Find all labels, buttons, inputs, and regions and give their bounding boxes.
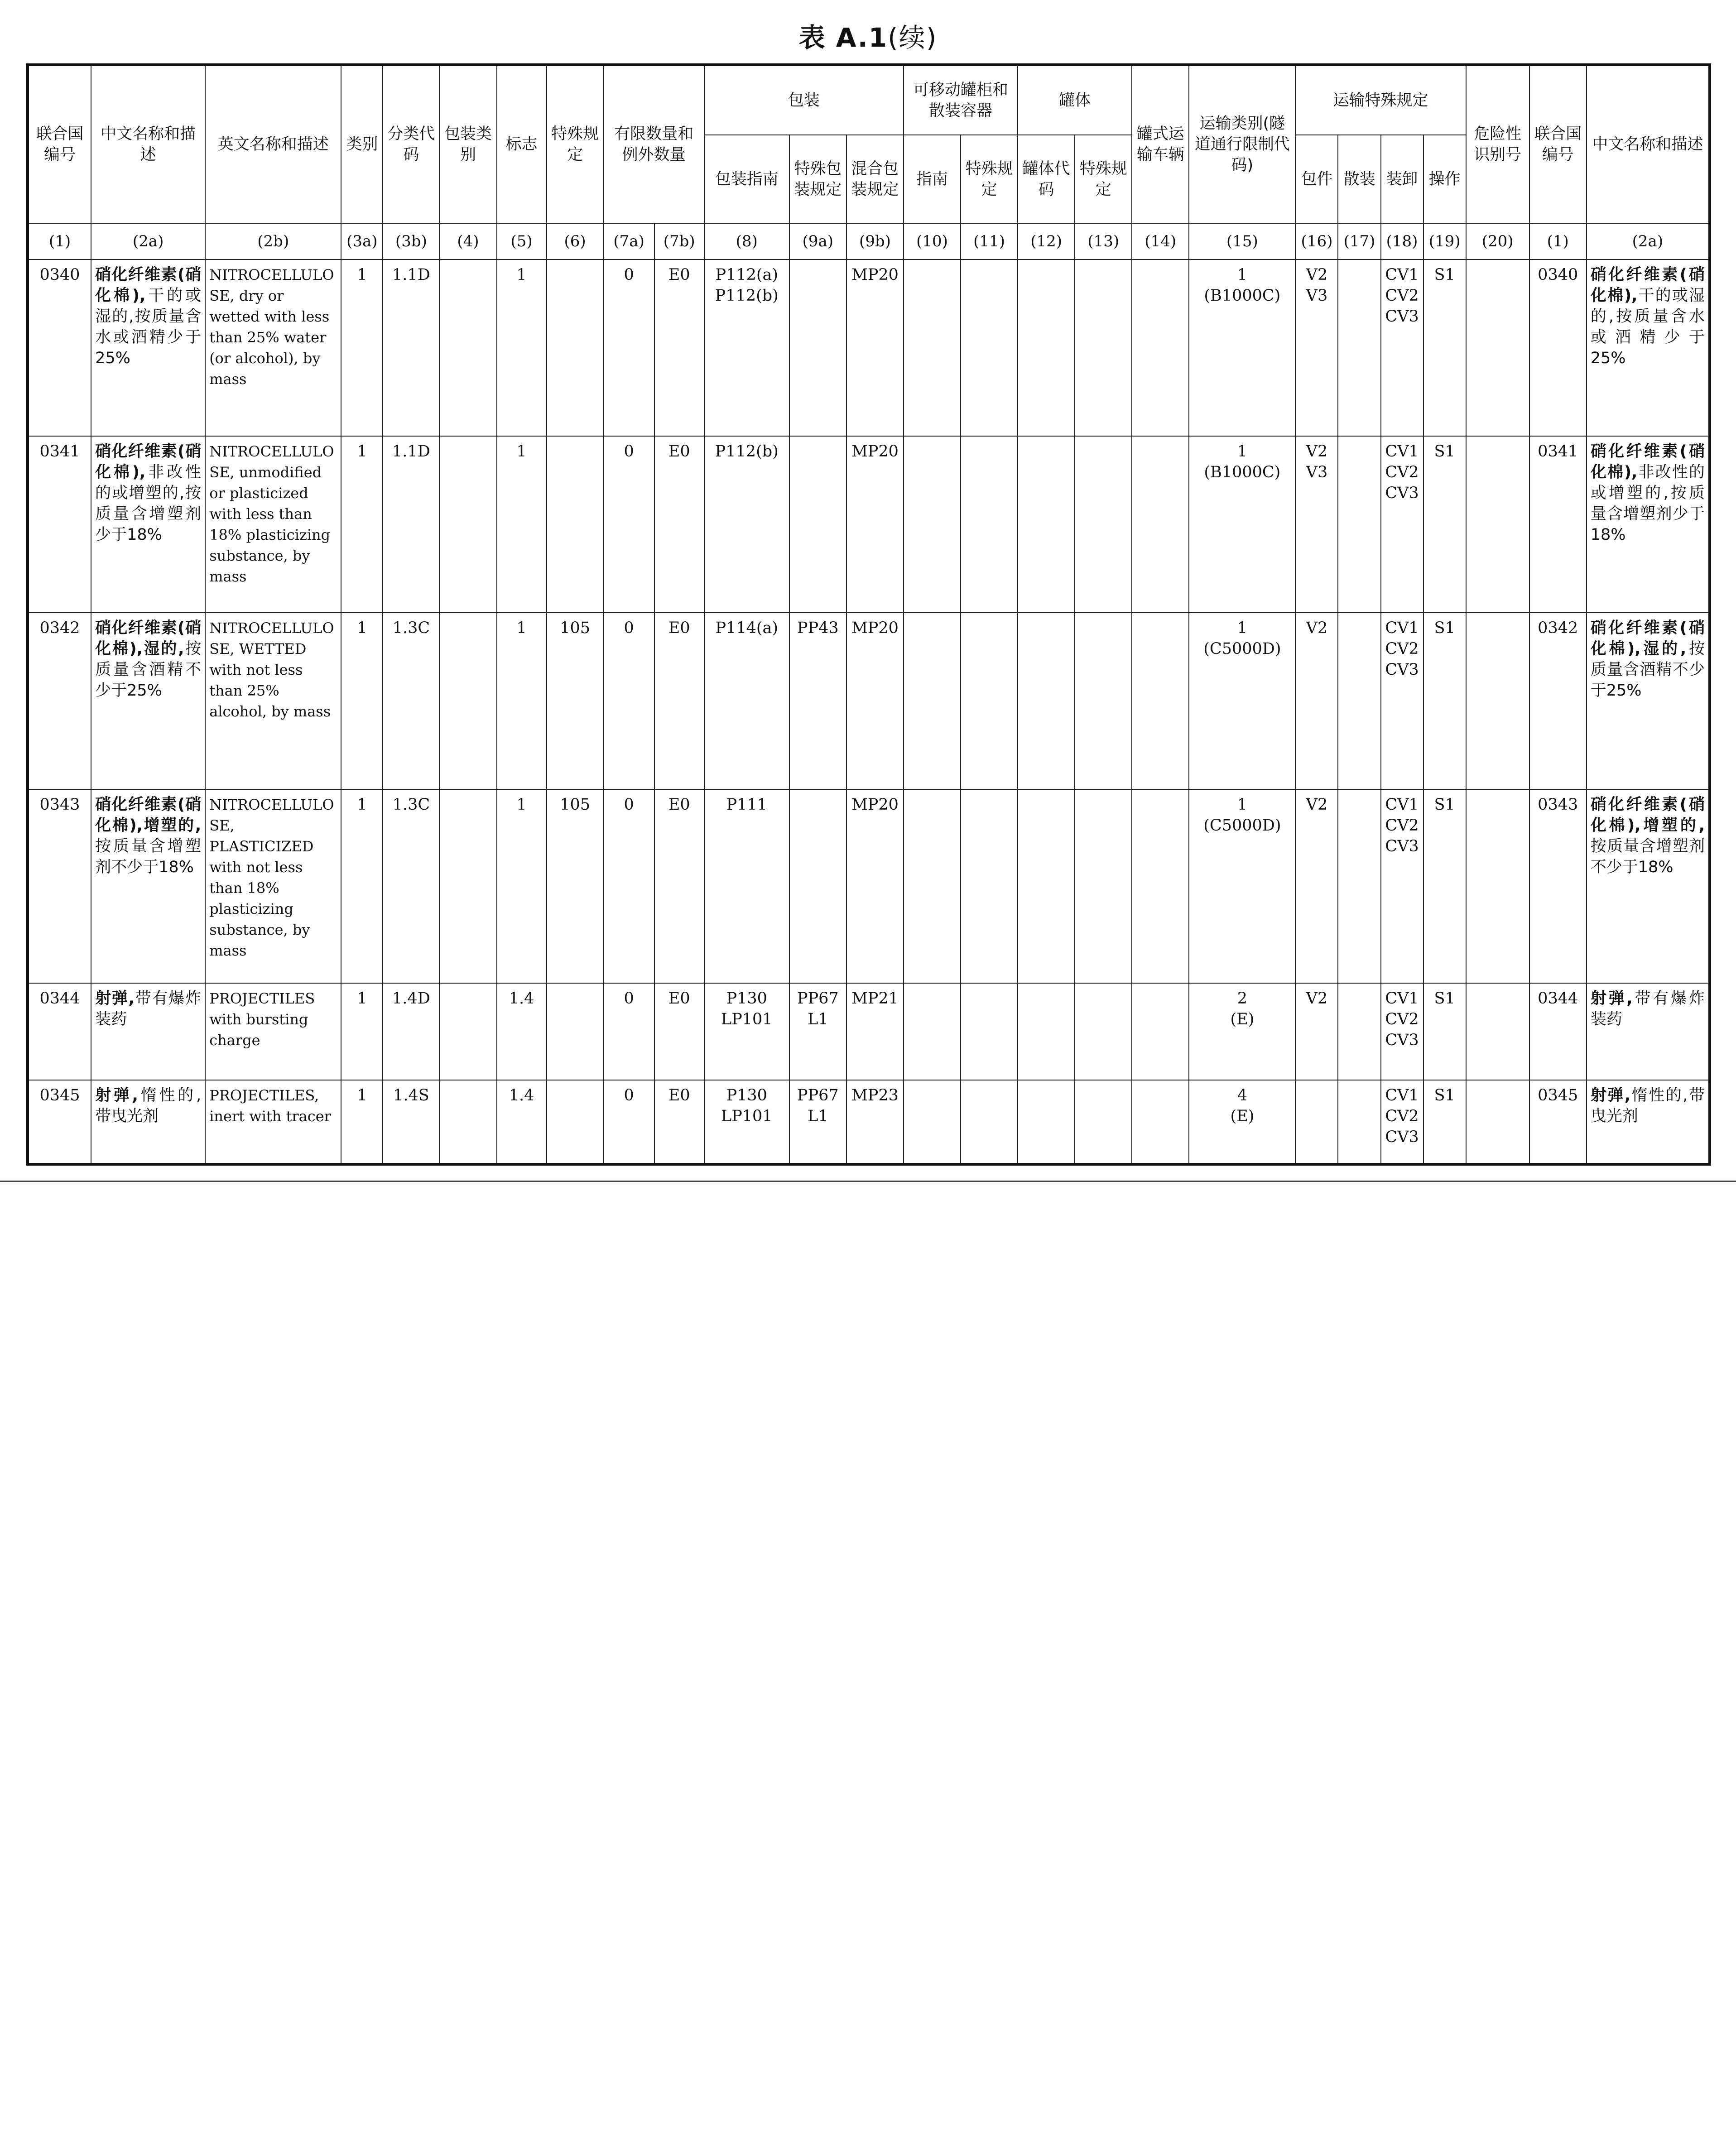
name-zh-right: [1587, 789, 1710, 983]
name-zh: [91, 613, 205, 789]
class: 1: [341, 789, 383, 983]
header-tank-code: 罐体代码: [1018, 135, 1075, 223]
ts-loading: CV1 CV2 CV3: [1381, 613, 1423, 789]
page-title: [0, 17, 1736, 58]
packing-instruction: P130 LP101: [704, 1080, 789, 1164]
col-no: (4): [439, 223, 496, 259]
ts-operation: S1: [1423, 436, 1466, 613]
table-row: [28, 1080, 1710, 1164]
packing-instruction: P130 LP101: [704, 983, 789, 1080]
col-no: (6): [547, 223, 604, 259]
name-zh-bold: 硝化纤维素(硝化棉),增塑的,: [95, 796, 202, 835]
limited-qty: 0: [604, 983, 654, 1080]
ts-loading: CV1 CV2 CV3: [1381, 789, 1423, 983]
tank-code: [1018, 1080, 1075, 1164]
un-number-right: 0342: [1529, 613, 1587, 789]
name-zh-right: [1587, 613, 1710, 789]
un-number: 0341: [28, 436, 91, 613]
name-zh-rest: 带有爆炸装药: [1590, 989, 1705, 1028]
ts-loading: CV1 CV2 CV3: [1381, 259, 1423, 436]
tank-vehicle: [1132, 983, 1189, 1080]
special-provisions: [547, 1080, 604, 1164]
un-number-right: 0345: [1529, 1080, 1587, 1164]
mixed-packing: MP23: [846, 1080, 904, 1164]
tank-vehicle: [1132, 1080, 1189, 1164]
special-provisions: 105: [547, 613, 604, 789]
hazard-id: [1466, 259, 1529, 436]
ts-bulk: [1338, 1080, 1380, 1164]
class-code: 1.4S: [383, 1080, 439, 1164]
labels: 1: [497, 613, 547, 789]
portable-tank-special: [961, 983, 1018, 1080]
hazard-id: [1466, 983, 1529, 1080]
col-no: (16): [1295, 223, 1338, 259]
special-packing: [789, 436, 846, 613]
limited-qty: 0: [604, 259, 654, 436]
name-zh-rest: 带有爆炸装药: [95, 989, 202, 1028]
class-code: 1.3C: [383, 789, 439, 983]
mixed-packing: MP20: [846, 613, 904, 789]
name-zh-bold: 射弹,: [1590, 989, 1633, 1008]
header-labels: 标志: [497, 65, 547, 223]
hazard-id: [1466, 436, 1529, 613]
excepted-qty: E0: [654, 789, 704, 983]
mixed-packing: MP21: [846, 983, 904, 1080]
col-no: (10): [904, 223, 961, 259]
excepted-qty: E0: [654, 1080, 704, 1164]
name-zh-bold: 硝化纤维素(硝化棉),: [95, 266, 202, 305]
col-no: (7a): [604, 223, 654, 259]
header-portable-tanks: 可移动罐柜和散装容器: [904, 65, 1018, 135]
portable-tank-special: [961, 259, 1018, 436]
class: 1: [341, 1080, 383, 1164]
tank-code: [1018, 983, 1075, 1080]
tank-code: [1018, 789, 1075, 983]
packing-group: [439, 613, 496, 789]
special-packing: [789, 259, 846, 436]
portable-tank-special: [961, 789, 1018, 983]
packing-instruction: P111: [704, 789, 789, 983]
tank-vehicle: [1132, 613, 1189, 789]
header-limited-qty: 有限数量和例外数量: [604, 65, 704, 223]
column-number-row: [28, 223, 1710, 259]
tank-special: [1075, 789, 1132, 983]
name-en: PROJECTILES with bursting charge: [205, 983, 341, 1080]
packing-group: [439, 436, 496, 613]
portable-tank-instr: [904, 983, 961, 1080]
col-no: (5): [497, 223, 547, 259]
name-zh: [91, 259, 205, 436]
table-row: [28, 436, 1710, 613]
name-zh-rest: 按质量含增塑剂不少于18%: [1590, 837, 1705, 876]
col-no: (1): [1529, 223, 1587, 259]
table-row: [28, 613, 1710, 789]
ts-operation: S1: [1423, 259, 1466, 436]
un-number: 0342: [28, 613, 91, 789]
name-zh-bold: 硝化纤维素(硝化棉),湿的,: [95, 619, 202, 658]
excepted-qty: E0: [654, 613, 704, 789]
un-number-right: 0340: [1529, 259, 1587, 436]
col-no: (7b): [654, 223, 704, 259]
ts-package: V2: [1295, 789, 1338, 983]
tank-vehicle: [1132, 436, 1189, 613]
col-no: (2b): [205, 223, 341, 259]
class: 1: [341, 259, 383, 436]
header-hazard-id: 危险性识别号: [1466, 65, 1529, 223]
name-zh-bold: 射弹,: [95, 1086, 138, 1104]
name-zh: [91, 436, 205, 613]
packing-group: [439, 259, 496, 436]
special-provisions: 105: [547, 789, 604, 983]
ts-package: V2 V3: [1295, 259, 1338, 436]
name-zh-rest: 惰性的,带曳光剂: [95, 1086, 202, 1125]
ts-operation: S1: [1423, 789, 1466, 983]
ts-package: V2: [1295, 983, 1338, 1080]
col-no: (11): [961, 223, 1018, 259]
name-zh-bold: 射弹,: [1590, 1086, 1631, 1104]
ts-bulk: [1338, 789, 1380, 983]
portable-tank-instr: [904, 259, 961, 436]
name-zh-bold: 硝化纤维素(硝化棉),: [95, 442, 202, 481]
hazard-id: [1466, 789, 1529, 983]
col-no: (9a): [789, 223, 846, 259]
header-ts-package: 包件: [1295, 135, 1338, 223]
mixed-packing: MP20: [846, 259, 904, 436]
header-tanks: 罐体: [1018, 65, 1132, 135]
special-provisions: [547, 436, 604, 613]
header-pkg-mixed: 混合包装规定: [846, 135, 904, 223]
name-zh-bold: 硝化纤维素(硝化棉),增塑的,: [1590, 796, 1705, 835]
tank-code: [1018, 259, 1075, 436]
name-zh-right: [1587, 259, 1710, 436]
special-provisions: [547, 983, 604, 1080]
class-code: 1.1D: [383, 436, 439, 613]
labels: 1: [497, 436, 547, 613]
col-no: (8): [704, 223, 789, 259]
col-no: (19): [1423, 223, 1466, 259]
portable-tank-special: [961, 436, 1018, 613]
name-zh-rest: 按质量含酒精不少于25%: [1590, 640, 1705, 700]
special-packing: [789, 789, 846, 983]
class-code: 1.4D: [383, 983, 439, 1080]
ts-loading: CV1 CV2 CV3: [1381, 1080, 1423, 1164]
labels: 1.4: [497, 1080, 547, 1164]
col-no: (2a): [1587, 223, 1710, 259]
un-number-right: 0341: [1529, 436, 1587, 613]
special-packing: PP67 L1: [789, 1080, 846, 1164]
header-class-code: 分类代码: [383, 65, 439, 223]
name-zh-bold: 硝化纤维素(硝化棉),湿的,: [1590, 619, 1705, 658]
packing-group: [439, 983, 496, 1080]
tank-special: [1075, 259, 1132, 436]
header-class: 类别: [341, 65, 383, 223]
header-ts-operation: 操作: [1423, 135, 1466, 223]
transport-category: 4 (E): [1189, 1080, 1295, 1164]
name-zh-rest: 非改性的或增塑的,按质量含增塑剂少于18%: [95, 463, 202, 544]
name-en: NITROCELLULOSE, dry or wetted with less than 25% water (or alcohol), by mass: [205, 259, 341, 436]
un-number: 0344: [28, 983, 91, 1080]
header-name-zh: 中文名称和描述: [91, 65, 205, 223]
name-zh-bold: 硝化纤维素(硝化棉),: [1590, 442, 1705, 481]
col-no: (3b): [383, 223, 439, 259]
name-zh-bold: 射弹,: [95, 989, 135, 1008]
header-name-zh-right: 中文名称和描述: [1587, 65, 1710, 223]
tank-vehicle: [1132, 259, 1189, 436]
col-no: (20): [1466, 223, 1529, 259]
packing-instruction: P112(b): [704, 436, 789, 613]
col-no: (13): [1075, 223, 1132, 259]
col-no: (12): [1018, 223, 1075, 259]
class: 1: [341, 436, 383, 613]
name-en: PROJECTILES, inert with tracer: [205, 1080, 341, 1164]
portable-tank-instr: [904, 1080, 961, 1164]
portable-tank-special: [961, 1080, 1018, 1164]
name-zh-bold: 硝化纤维素(硝化棉),: [1590, 266, 1705, 305]
col-no: (17): [1338, 223, 1380, 259]
table-row: [28, 259, 1710, 436]
header-pkg-special: 特殊包装规定: [789, 135, 846, 223]
name-zh: [91, 789, 205, 983]
table-title: 表 A.1: [798, 22, 888, 53]
ts-bulk: [1338, 259, 1380, 436]
un-number: 0343: [28, 789, 91, 983]
excepted-qty: E0: [654, 259, 704, 436]
limited-qty: 0: [604, 613, 654, 789]
ts-operation: S1: [1423, 1080, 1466, 1164]
ts-package: V2: [1295, 613, 1338, 789]
portable-tank-instr: [904, 436, 961, 613]
name-zh-rest: 非改性的或增塑的,按质量含增塑剂少于18%: [1590, 463, 1705, 544]
transport-category: 1 (B1000C): [1189, 259, 1295, 436]
header-ts-loading: 装卸: [1381, 135, 1423, 223]
name-zh-right: [1587, 1080, 1710, 1164]
tank-special: [1075, 983, 1132, 1080]
hazard-id: [1466, 613, 1529, 789]
header-tank-special: 特殊规定: [1075, 135, 1132, 223]
header-ts-bulk: 散装: [1338, 135, 1380, 223]
header-row-1: [28, 65, 1710, 135]
header-pt-special: 特殊规定: [961, 135, 1018, 223]
tank-code: [1018, 436, 1075, 613]
portable-tank-special: [961, 613, 1018, 789]
col-no: (18): [1381, 223, 1423, 259]
ts-operation: S1: [1423, 613, 1466, 789]
packing-group: [439, 1080, 496, 1164]
portable-tank-instr: [904, 789, 961, 983]
class-code: 1.1D: [383, 259, 439, 436]
hazard-id: [1466, 1080, 1529, 1164]
name-zh-rest: 干的或湿的,按质量含水或酒精少于25%: [95, 287, 202, 367]
tank-code: [1018, 613, 1075, 789]
ts-operation: S1: [1423, 983, 1466, 1080]
ts-bulk: [1338, 983, 1380, 1080]
class: 1: [341, 983, 383, 1080]
header-packing-group: 包装类别: [439, 65, 496, 223]
ts-loading: CV1 CV2 CV3: [1381, 436, 1423, 613]
name-zh-rest: 惰性的,带曳光剂: [1590, 1086, 1705, 1125]
packing-instruction: P112(a) P112(b): [704, 259, 789, 436]
labels: 1.4: [497, 983, 547, 1080]
name-zh-rest: 按质量含酒精不少于25%: [95, 640, 202, 700]
transport-category: 1 (C5000D): [1189, 789, 1295, 983]
header-packaging: 包装: [704, 65, 904, 135]
header-pkg-instr: 包装指南: [704, 135, 789, 223]
transport-category: 1 (C5000D): [1189, 613, 1295, 789]
packing-instruction: P114(a): [704, 613, 789, 789]
excepted-qty: E0: [654, 436, 704, 613]
page-bottom-rule: [0, 1181, 1736, 1182]
mixed-packing: MP20: [846, 436, 904, 613]
special-packing: PP43: [789, 613, 846, 789]
col-no: (9b): [846, 223, 904, 259]
col-no: (1): [28, 223, 91, 259]
tank-vehicle: [1132, 789, 1189, 983]
special-provisions: [547, 259, 604, 436]
tank-special: [1075, 1080, 1132, 1164]
name-zh-rest: 按质量含增塑剂不少于18%: [95, 837, 202, 876]
header-un-no: 联合国编号: [28, 65, 91, 223]
ts-loading: CV1 CV2 CV3: [1381, 983, 1423, 1080]
packing-group: [439, 789, 496, 983]
transport-category: 1 (B1000C): [1189, 436, 1295, 613]
un-number: 0345: [28, 1080, 91, 1164]
table-row: [28, 789, 1710, 983]
col-no: (14): [1132, 223, 1189, 259]
header-pt-instr: 指南: [904, 135, 961, 223]
header-un-no-right: 联合国编号: [1529, 65, 1587, 223]
un-number-right: 0344: [1529, 983, 1587, 1080]
name-zh-right: [1587, 436, 1710, 613]
un-number-right: 0343: [1529, 789, 1587, 983]
name-en: NITROCELLULOSE, WETTED with not less than 25% alcohol, by mass: [205, 613, 341, 789]
name-zh: [91, 983, 205, 1080]
name-en: NITROCELLULOSE, unmodified or plasticized with less than 18% plasticizing substance, by mass: [205, 436, 341, 613]
ts-package: [1295, 1080, 1338, 1164]
col-no: (15): [1189, 223, 1295, 259]
labels: 1: [497, 789, 547, 983]
ts-package: V2 V3: [1295, 436, 1338, 613]
header-transport-special: 运输特殊规定: [1295, 65, 1466, 135]
excepted-qty: E0: [654, 983, 704, 1080]
portable-tank-instr: [904, 613, 961, 789]
header-special-provisions: 特殊规定: [547, 65, 604, 223]
name-en: NITROCELLULOSE, PLASTICIZED with not less than 18% plasticizing substance, by mass: [205, 789, 341, 983]
name-zh-right: [1587, 983, 1710, 1080]
tank-special: [1075, 436, 1132, 613]
name-zh-rest: 干的或湿的,按质量含水或酒精少于25%: [1590, 287, 1705, 367]
header-name-en: 英文名称和描述: [205, 65, 341, 223]
labels: 1: [497, 259, 547, 436]
col-no: (2a): [91, 223, 205, 259]
ts-bulk: [1338, 436, 1380, 613]
table-title-suffix: (续): [888, 22, 938, 53]
header-tank-vehicle: 罐式运输车辆: [1132, 65, 1189, 223]
mixed-packing: MP20: [846, 789, 904, 983]
limited-qty: 0: [604, 1080, 654, 1164]
col-no: (3a): [341, 223, 383, 259]
header-transport-category: 运输类别(隧道通行限制代码): [1189, 65, 1295, 223]
limited-qty: 0: [604, 436, 654, 613]
limited-qty: 0: [604, 789, 654, 983]
un-number: 0340: [28, 259, 91, 436]
tank-special: [1075, 613, 1132, 789]
class-code: 1.3C: [383, 613, 439, 789]
dangerous-goods-table: [26, 63, 1711, 1166]
class: 1: [341, 613, 383, 789]
transport-category: 2 (E): [1189, 983, 1295, 1080]
name-zh: [91, 1080, 205, 1164]
ts-bulk: [1338, 613, 1380, 789]
special-packing: PP67 L1: [789, 983, 846, 1080]
table-row: [28, 983, 1710, 1080]
